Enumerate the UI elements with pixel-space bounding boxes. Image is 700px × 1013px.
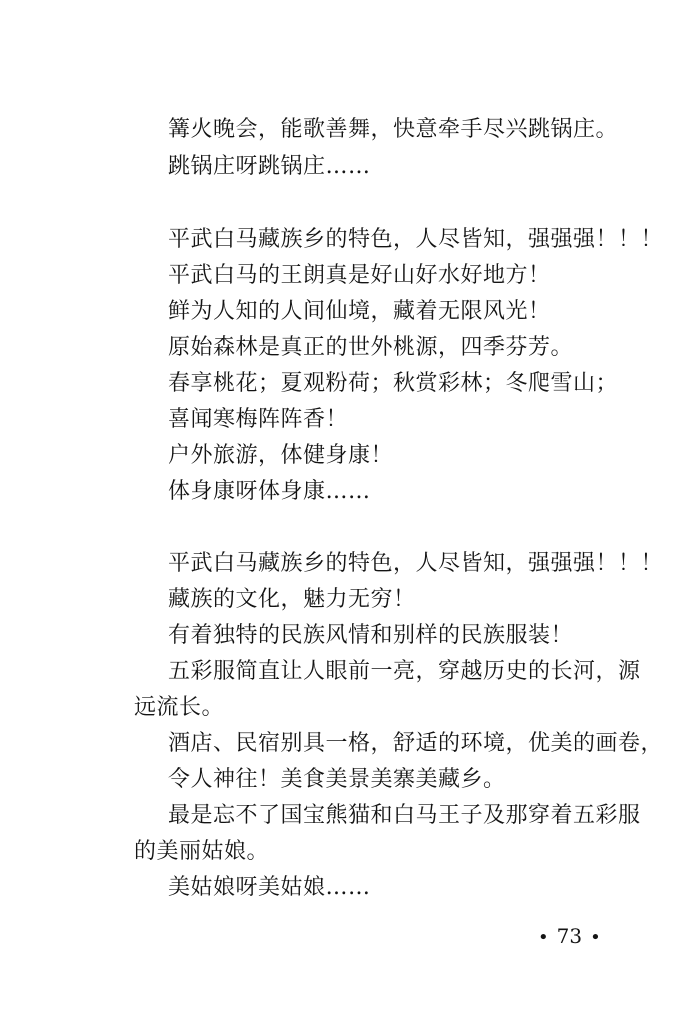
text-line: 喜闻寒梅阵阵香！ (168, 407, 349, 432)
text-line: 平武白马藏族乡的特色，人尽皆知，强强强！！！ (168, 227, 664, 252)
page-number-left-dot: • (538, 927, 549, 948)
text-line: 篝火晚会，能歌善舞，快意牵手尽兴跳锅庄。 (168, 117, 619, 142)
text-line: 的美丽姑娘。 (134, 839, 270, 864)
text-line: 平武白马的王朗真是好山好水好地方！ (168, 263, 551, 288)
text-line: 鲜为人知的人间仙境，藏着无限风光！ (168, 299, 551, 324)
text-line: 藏族的文化，魅力无穷！ (168, 587, 416, 612)
text-line: 原始森林是真正的世外桃源，四季芬芳。 (168, 335, 574, 360)
text-line: 平武白马藏族乡的特色，人尽皆知，强强强！！！ (168, 551, 664, 576)
page-number-value: 73 (556, 924, 583, 948)
text-line: 跳锅庄呀跳锅庄…… (168, 154, 371, 179)
page-number-right-dot: • (590, 927, 601, 948)
text-line: 五彩服简直让人眼前一亮，穿越历史的长河，源 (168, 659, 641, 684)
text-line: 酒店、民宿别具一格，舒适的环境，优美的画卷， (168, 731, 664, 756)
text-line: 有着独特的民族风情和别样的民族服装！ (168, 623, 574, 648)
text-line: 体身康呀体身康…… (168, 479, 371, 504)
text-line: 最是忘不了国宝熊猫和白马王子及那穿着五彩服 (168, 803, 641, 828)
text-line: 春享桃花；夏观粉荷；秋赏彩林；冬爬雪山； (168, 371, 619, 396)
text-line: 户外旅游，体健身康！ (168, 443, 394, 468)
page-number (530, 924, 609, 950)
text-line: 美姑娘呀美姑娘…… (168, 875, 371, 900)
text-line: 远流长。 (134, 695, 225, 720)
text-line: 令人神往！美食美景美寨美藏乡。 (168, 767, 506, 792)
